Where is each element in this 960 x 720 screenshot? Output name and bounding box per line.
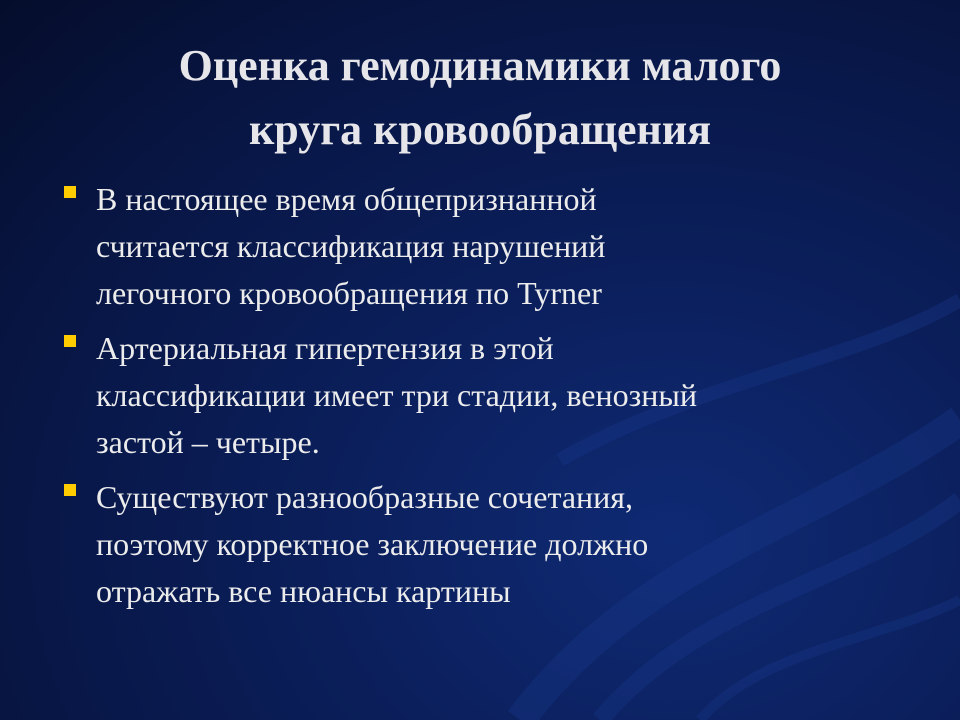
slide-title-line: круга кровообращения [248,105,712,154]
bullet-list [58,176,908,623]
bullet-line: классификации имеет три стадии, венозный [96,377,697,413]
bullet-line: отражать все нюансы картины [96,573,511,609]
bullet-item [58,325,908,466]
slide-title-line: Оценка гемодинамики малого [178,41,782,90]
bullet-line: застой – четыре. [96,424,320,460]
bullet-line: Существуют разнообразные сочетания, [96,479,633,515]
bullet-text [96,474,908,615]
bullet-item [58,176,908,317]
bullet-text [96,325,908,466]
square-bullet-icon [64,484,76,496]
slide-title [60,34,900,162]
square-bullet-icon [64,335,76,347]
square-bullet-icon [64,186,76,198]
bullet-line: Артериальная гипертензия в этой [96,330,554,366]
bullet-line: легочного кровообращения по Tyrner [96,275,602,311]
bullet-line: считается классификация нарушений [96,228,606,264]
bullet-line: поэтому корректное заключение должно [96,526,649,562]
bullet-item [58,474,908,615]
bullet-text [96,176,908,317]
bullet-line: В настоящее время общепризнанной [96,181,597,217]
